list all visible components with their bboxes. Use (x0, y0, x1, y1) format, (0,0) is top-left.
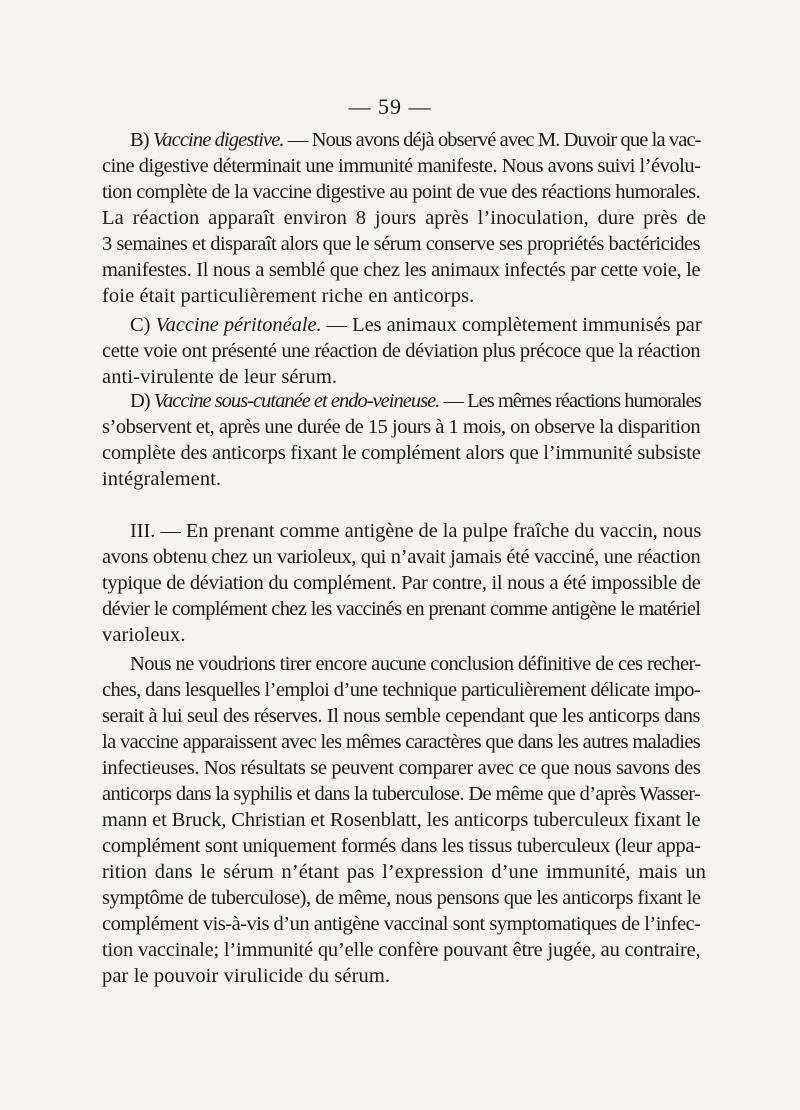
section-label: C) (130, 314, 156, 336)
text-line: anticorps dans la syphilis et dans la tuberculose. De même que d’après Wasser- (102, 783, 701, 805)
section-label: D) (130, 390, 154, 412)
section-text: — Nous avons déjà observé avec M. Duvoir que la vac- (283, 129, 701, 151)
text-line: anti-virulente de leur sérum. (102, 366, 338, 388)
text-line: symptôme de tuberculose), de même, nous pensons que les anticorps fixant le (102, 887, 701, 909)
text-line: typique de déviation du complément. Par contre, il nous a été impossible de (102, 572, 701, 594)
text-line: varioleux. (102, 624, 186, 646)
text-line: complément vis-à-vis d’un antigène vaccinal sont symptomatiques de l’infec- (102, 913, 701, 935)
text-line: 3 semaines et disparaît alors que le sérum conserve ses propriétés bactéricides (102, 233, 701, 255)
text-line: infectieuses. Nos résultats se peuvent comparer avec ce que nous savons des (102, 757, 701, 779)
text-line: par le pouvoir virulicide du sérum. (102, 965, 391, 987)
text-line: la vaccine apparaissent avec les mêmes caractères que dans les autres maladies (102, 731, 701, 753)
text-line: III. — En prenant comme antigène de la pulpe fraîche du vaccin, nous (130, 520, 702, 542)
text-line: dévier le complément chez les vaccinés en prenant comme antigène le matériel (102, 598, 701, 620)
text-line: tion complète de la vaccine digestive au point de vue des réactions humorales. (102, 181, 701, 203)
text-line: ches, dans lesquelles l’emploi d’une technique particulièrement délicate impo- (102, 679, 701, 701)
text-line: mann et Bruck, Christian et Rosenblatt, les anticorps tuberculeux fixant le (102, 809, 701, 831)
section-heading: Vaccine digestive. (152, 129, 284, 151)
text-line: intégralement. (102, 468, 222, 490)
text-line: cine digestive déterminait une immunité manifeste. Nous avons suivi l’évolu- (102, 155, 701, 177)
section-text: — Les animaux complètement immunisés par (321, 314, 702, 336)
text-line: rition dans le sérum n’étant pas l’expression d’une immunité, mais un (102, 861, 706, 883)
text-line: tion vaccinale; l’immunité qu’elle confère pouvant être jugée, au contraire, (102, 939, 701, 961)
text-line: La réaction apparaît environ 8 jours après l’inoculation, dure près de (102, 207, 706, 229)
text-line: foie était particulièrement riche en anticorps. (102, 285, 475, 307)
text-line (130, 127, 701, 153)
text-line: complète des anticorps fixant le complément alors que l’immunité subsiste (102, 442, 701, 464)
text-line (130, 312, 702, 338)
text-line: Nous ne voudrions tirer encore aucune conclusion définitive de ces recher- (130, 653, 701, 675)
text-line: cette voie ont présenté une réaction de déviation plus précoce que la réaction (102, 340, 701, 362)
section-heading: Vaccine péritonéale. (155, 314, 322, 336)
text-line: s’observent et, après une durée de 15 jours à 1 mois, on observe la disparition (102, 416, 701, 438)
text-line (130, 388, 701, 414)
text-line: manifestes. Il nous a semblé que chez les animaux infectés par cette voie, le (102, 259, 701, 281)
section-text: — Les mêmes réactions humorales (439, 390, 701, 412)
section-heading: Vaccine sous-cutanée et endo-veineuse. (153, 390, 440, 412)
text-line: complément sont uniquement formés dans les tissus tuberculeux (leur appa- (102, 835, 701, 857)
page-number: — 59 — (348, 94, 432, 119)
text-line: avons obtenu chez un varioleux, qui n’avait jamais été vacciné, une réaction (102, 546, 701, 568)
section-label: B) (130, 129, 153, 151)
text-line: serait à lui seul des réserves. Il nous semble cependant que les anticorps dans (102, 705, 701, 727)
